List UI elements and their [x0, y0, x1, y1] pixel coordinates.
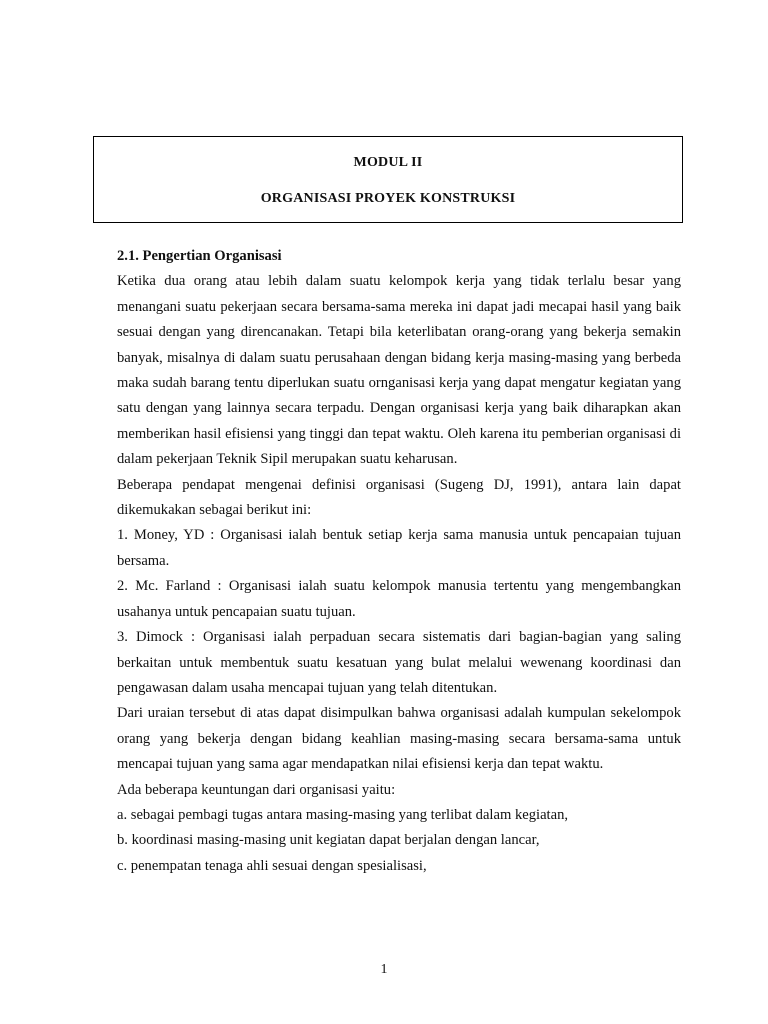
- paragraph-definitions-intro: Beberapa pendapat mengenai definisi organisasi (Sugeng DJ, 1991), antara lain dapat dikemukakan sebagai berikut ini:: [117, 476, 681, 519]
- definition-item-farland: 2. Mc. Farland : Organisasi ialah suatu kelompok manusia tertentu yang mengembangkan usahanya untuk pencapaian suatu tujuan.: [117, 578, 681, 620]
- module-title: MODUL II: [353, 155, 423, 170]
- advantage-item-b: b. koordinasi masing-masing unit kegiatan dapat berjalan dengan lancar,: [117, 832, 540, 849]
- paragraph-advantages-intro: Ada beberapa keuntungan dari organisasi yaitu:: [117, 781, 396, 798]
- document-body: [117, 244, 681, 879]
- paragraph-conclusion: Dari uraian tersebut di atas dapat disimpulkan bahwa organisasi adalah kumpulan sekelompok orang yang bekerja dengan bidang keahlian masing-masing secara bersama-sama untuk mencapai tujuan yang sama agar mendapatkan nilai efisiensi kerja dan tepat waktu.: [117, 705, 681, 773]
- section-heading: 2.1. Pengertian Organisasi: [117, 248, 282, 264]
- advantage-item-c: c. penempatan tenaga ahli sesuai dengan spesialisasi,: [117, 857, 427, 874]
- definition-item-money: 1. Money, YD : Organisasi ialah bentuk setiap kerja sama manusia untuk pencapaian tujuan bersama.: [117, 527, 681, 569]
- advantage-item-a: a. sebagai pembagi tugas antara masing-masing yang terlibat dalam kegiatan,: [117, 806, 569, 823]
- paragraph-introduction: Ketika dua orang atau lebih dalam suatu kelompok kerja yang tidak terlalu besar yang menangani suatu pekerjaan secara bersama-sama mereka ini dapat jadi mecapai hasil yang baik sesuai dengan yang direncanakan. Tetapi bila keterlibatan orang-orang yang bekerja semakin banyak, misalnya di dalam suatu perusahaan dengan bidang kerja masing-masing yang berbeda maka sudah barang tentu diperlukan suatu ornganisasi kerja yang dapat mengatur kegiatan yang satu dengan yang lainnya secara terpadu. Dengan organisasi kerja yang baik diharapkan akan memberikan hasil efisiensi yang tinggi dan tepat waktu. Oleh karena itu pemberian organisasi di dalam pekerjaan Teknik Sipil merupakan suatu keharusan.: [117, 273, 681, 468]
- module-subtitle: ORGANISASI PROYEK KONSTRUKSI: [260, 191, 516, 206]
- page-number: 1: [380, 962, 388, 977]
- definition-item-dimock: 3. Dimock : Organisasi ialah perpaduan secara sistematis dari bagian-bagian yang saling berkaitan untuk membentuk suatu kesatuan yang bulat melalui wewenang koordinasi dan pengawasan dalam usaha mencapai tujuan yang telah ditentukan.: [117, 629, 681, 696]
- module-title-box: [93, 136, 683, 223]
